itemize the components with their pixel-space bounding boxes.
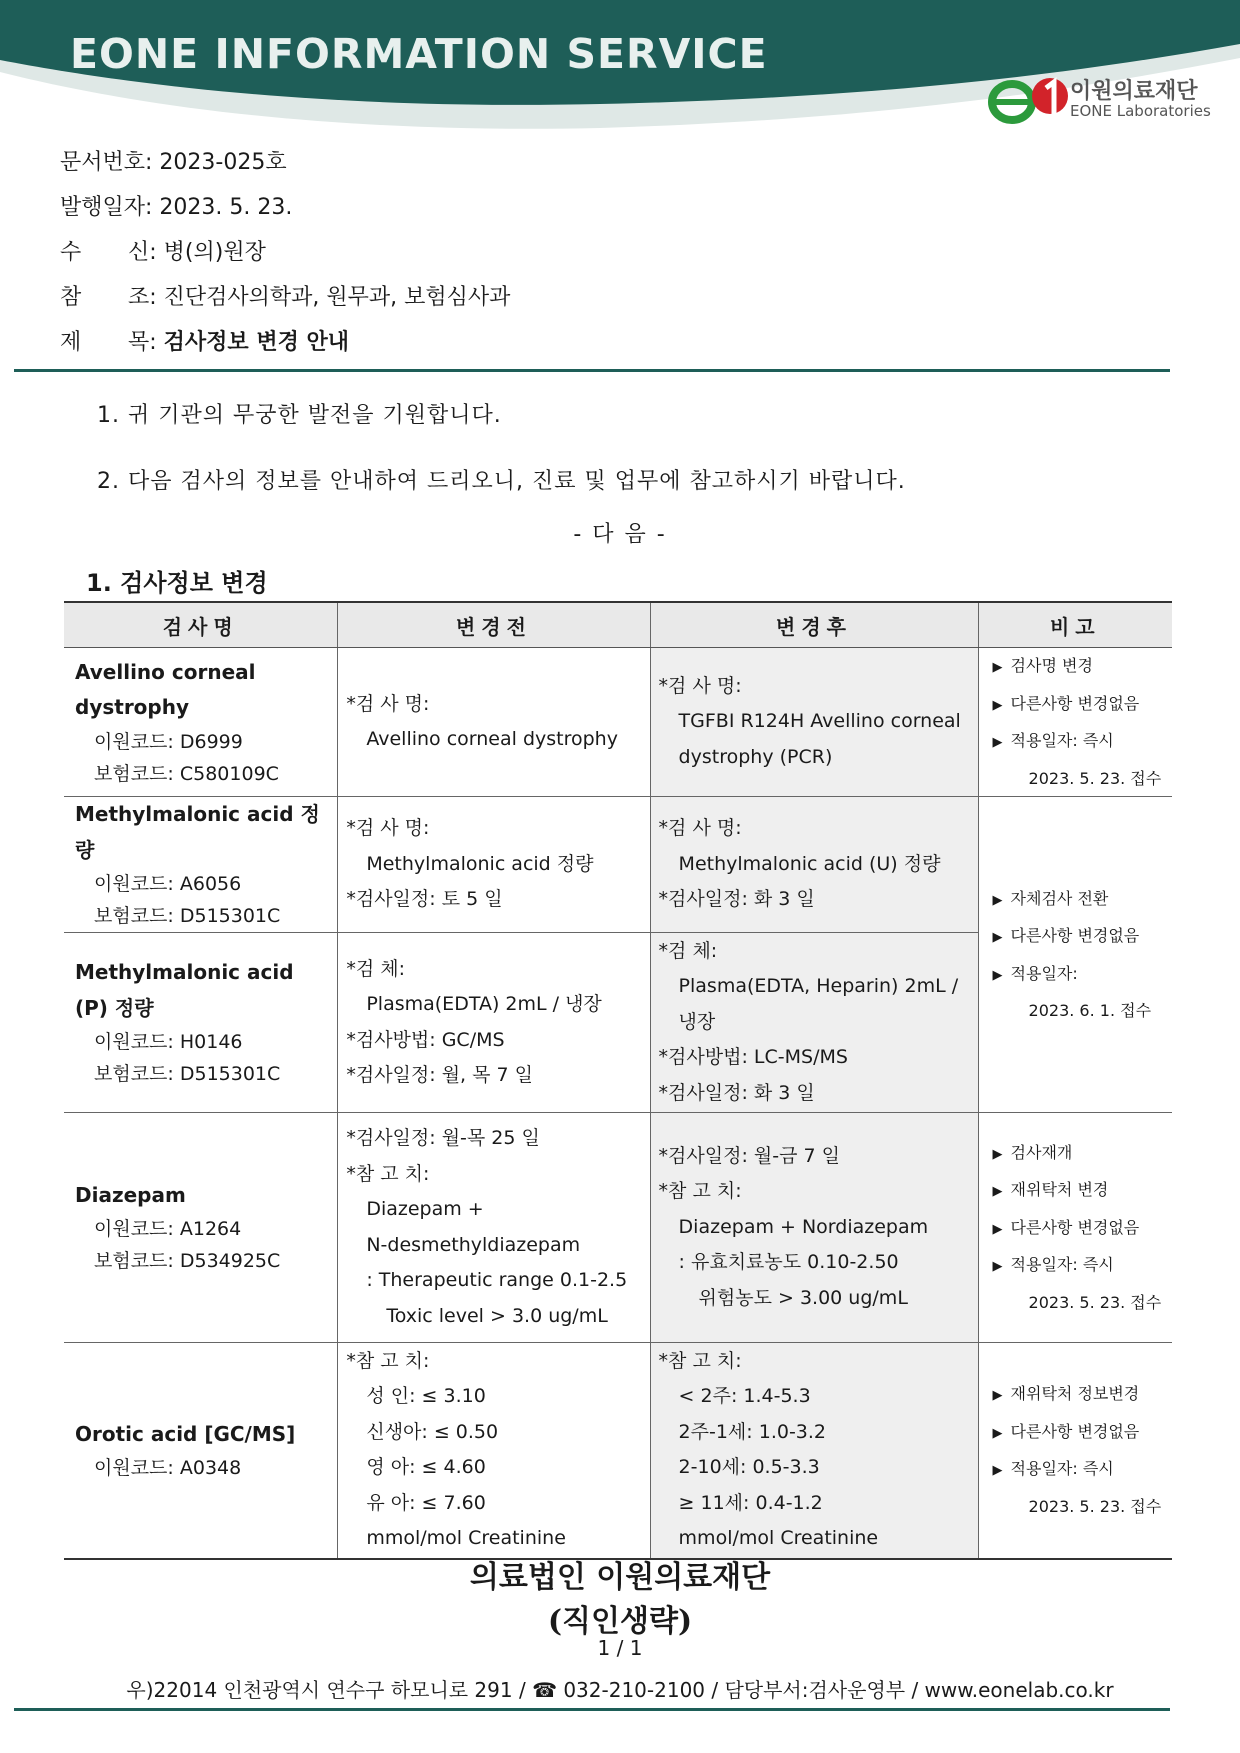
test-cell bbox=[64, 933, 338, 1113]
paragraph-2: 2. 다음 검사의 정보를 안내하여 드리오니, 진료 및 업무에 참고하시기 바랍니다. bbox=[97, 469, 906, 494]
after-line: *검 사 명: bbox=[658, 817, 742, 840]
test-code: 보험코드: D515301C bbox=[94, 1063, 281, 1085]
before-line: N-desmethyldiazepam bbox=[366, 1233, 581, 1256]
table-row bbox=[64, 1343, 1172, 1559]
divider-bottom bbox=[14, 1708, 1170, 1711]
header-before: 변경전 bbox=[338, 602, 650, 648]
note-item: ▶ 다른사항 변경없음 bbox=[987, 918, 1164, 956]
before-line: *검사일정: 토 5 일 bbox=[346, 888, 503, 911]
before-cell bbox=[338, 797, 650, 933]
test-code: 이원코드: H0146 bbox=[94, 1031, 243, 1053]
recipient: 병(의)원장 bbox=[163, 240, 266, 265]
before-line: Toxic level > 3.0 ug/mL bbox=[386, 1304, 608, 1327]
test-code: 이원코드: A6056 bbox=[94, 873, 242, 895]
table-header-row bbox=[64, 602, 1172, 648]
test-name: Avellino corneal dystrophy bbox=[75, 659, 256, 719]
note-item: ▶ 다른사항 변경없음 bbox=[987, 1210, 1164, 1248]
doc-number: 2023-025호 bbox=[159, 150, 287, 175]
issue-date-row: 발행일자: 2023. 5. 23. bbox=[60, 195, 293, 220]
test-code: 보험코드: D515301C bbox=[94, 905, 281, 927]
header-after: 변경후 bbox=[650, 602, 978, 648]
test-name: Methylmalonic acid 정량 bbox=[75, 802, 320, 862]
before-cell bbox=[338, 1343, 650, 1559]
test-cell bbox=[64, 648, 338, 797]
issue-date: 2023. 5. 23. bbox=[159, 195, 293, 220]
before-line: *검 체: bbox=[346, 957, 405, 980]
note-item: ▶ 다른사항 변경없음 bbox=[987, 1414, 1164, 1452]
subject-row: 제 목: 검사정보 변경 안내 bbox=[60, 330, 350, 355]
after-cell bbox=[650, 1113, 978, 1343]
after-line: 2주-1세: 1.0-3.2 bbox=[678, 1420, 827, 1443]
before-cell bbox=[338, 933, 650, 1113]
recipient-row: 수 신: 병(의)원장 bbox=[60, 240, 266, 265]
after-line: Methylmalonic acid (U) 정량 bbox=[678, 852, 941, 875]
after-line: *검 체: bbox=[658, 939, 718, 962]
note-item: ▶ 검사재개 bbox=[987, 1135, 1164, 1173]
note-item: ▶ 재위탁처 변경 bbox=[987, 1172, 1164, 1210]
before-line: : Therapeutic range 0.1-2.5 bbox=[366, 1269, 628, 1291]
test-code: 이원코드: D6999 bbox=[94, 730, 243, 753]
page-number: 1 / 1 bbox=[597, 1636, 643, 1660]
test-name: Orotic acid [GC/MS] bbox=[75, 1421, 296, 1446]
banner-title: EONE INFORMATION SERVICE bbox=[70, 30, 768, 78]
note-item: ▶ 다른사항 변경없음 bbox=[987, 686, 1164, 724]
note-date: 2023. 5. 23. 접수 bbox=[1028, 1292, 1162, 1312]
before-line: 성 인: ≤ 3.10 bbox=[366, 1385, 486, 1408]
seal-omitted-note: (직인생략) bbox=[547, 1604, 693, 1639]
after-cell bbox=[650, 648, 978, 797]
logo-name-ko: 이원의료재단 bbox=[1070, 79, 1198, 104]
after-line: ≥ 11세: 0.4-1.2 bbox=[678, 1491, 823, 1514]
after-cell bbox=[650, 933, 978, 1113]
after-line: *검사일정: 화 3 일 bbox=[658, 888, 815, 911]
table-row bbox=[64, 797, 1172, 933]
after-line: 위험농도 > 3.00 ug/mL bbox=[698, 1286, 908, 1309]
doc-number-row: 문서번호: 2023-025호 bbox=[60, 150, 287, 175]
before-line: *검사일정: 월, 목 7 일 bbox=[346, 1064, 534, 1086]
before-line: 영 아: ≤ 4.60 bbox=[366, 1456, 486, 1479]
test-name: Diazepam bbox=[75, 1182, 186, 1207]
before-line: Avellino corneal dystrophy bbox=[366, 728, 618, 750]
issuer-name: 의료법인 이원의료재단 bbox=[469, 1560, 771, 1595]
before-line: *검 사 명: bbox=[346, 692, 430, 715]
note-item: ▶ 검사명 변경 bbox=[987, 648, 1164, 686]
after-line: : 유효치료농도 0.10-2.50 bbox=[678, 1251, 899, 1274]
test-name: Methylmalonic acid (P) 정량 bbox=[75, 960, 294, 1020]
note-item: ▶ 적용일자: 즉시 bbox=[987, 723, 1164, 761]
header-notes: 비고 bbox=[978, 602, 1172, 648]
test-code: 보험코드: D534925C bbox=[94, 1250, 281, 1273]
note-date: 2023. 5. 23. 접수 bbox=[1028, 1496, 1162, 1516]
before-line: *검사방법: GC/MS bbox=[346, 1028, 505, 1051]
note-date: 2023. 5. 23. 접수 bbox=[1028, 768, 1162, 788]
notes-cell bbox=[978, 648, 1172, 797]
da-eum-heading: - 다 음 - bbox=[573, 522, 667, 547]
logo-name-en: EONE Laboratories bbox=[1070, 102, 1211, 120]
after-line: mmol/mol Creatinine bbox=[678, 1527, 879, 1550]
before-line: *검사일정: 월-목 25 일 bbox=[346, 1127, 540, 1149]
before-cell bbox=[338, 648, 650, 797]
header-test-name: 검사명 bbox=[64, 602, 338, 648]
before-line: Plasma(EDTA) 2mL / 냉장 bbox=[366, 993, 602, 1015]
paragraph-1: 1. 귀 기관의 무궁한 발전을 기원합니다. bbox=[97, 403, 502, 428]
notes-cell bbox=[978, 1113, 1172, 1343]
after-line: *검사일정: 월-금 7 일 bbox=[658, 1144, 840, 1167]
before-line: Methylmalonic acid 정량 bbox=[366, 852, 594, 875]
notes-cell bbox=[978, 797, 1172, 1113]
test-cell bbox=[64, 1113, 338, 1343]
after-cell bbox=[650, 1343, 978, 1559]
after-line: *검사일정: 화 3 일 bbox=[658, 1081, 815, 1104]
after-line: < 2주: 1.4-5.3 bbox=[678, 1385, 811, 1408]
test-cell bbox=[64, 1343, 338, 1559]
reference-row: 참 조: 진단검사의학과, 원무과, 보험심사과 bbox=[60, 285, 511, 310]
after-line: Diazepam + Nordiazepam bbox=[678, 1215, 929, 1238]
test-code: 이원코드: A1264 bbox=[94, 1218, 242, 1241]
after-line: *검사방법: LC-MS/MS bbox=[658, 1046, 848, 1069]
after-line: *검 사 명: bbox=[658, 674, 742, 697]
after-line: *참 고 치: bbox=[658, 1180, 742, 1203]
table-row bbox=[64, 648, 1172, 797]
subject: 검사정보 변경 안내 bbox=[163, 330, 350, 355]
after-line: TGFBI R124H Avellino corneal dystrophy (PCR) bbox=[678, 710, 961, 768]
before-line: *참 고 치: bbox=[346, 1349, 430, 1372]
after-line: *참 고 치: bbox=[658, 1349, 742, 1372]
note-date: 2023. 6. 1. 접수 bbox=[1028, 1001, 1152, 1020]
before-line: *참 고 치: bbox=[346, 1162, 430, 1185]
after-line: Plasma(EDTA, Heparin) 2mL / 냉장 bbox=[678, 975, 959, 1033]
before-line: mmol/mol Creatinine bbox=[366, 1527, 566, 1550]
reference: 진단검사의학과, 원무과, 보험심사과 bbox=[163, 285, 511, 310]
test-cell bbox=[64, 797, 338, 933]
before-line: 유 아: ≤ 7.60 bbox=[366, 1491, 486, 1514]
document-meta bbox=[60, 140, 510, 365]
footer-address: 우)22014 인천광역시 연수구 하모니로 291 / ☎ 032-210-2100 / 담당부서:검사운영부 / www.eonelab.co.kr bbox=[126, 1678, 1114, 1702]
before-cell bbox=[338, 1113, 650, 1343]
note-item: ▶ 자체검사 전환 bbox=[987, 881, 1164, 919]
notes-cell bbox=[978, 1343, 1172, 1559]
after-cell bbox=[650, 797, 978, 933]
after-line: 2-10세: 0.5-3.3 bbox=[678, 1456, 820, 1479]
section-title: 1. 검사정보 변경 bbox=[86, 569, 268, 597]
divider-top bbox=[14, 369, 1170, 372]
before-line: Diazepam + bbox=[366, 1198, 484, 1220]
change-table bbox=[64, 601, 1172, 1560]
note-item: ▶ 재위탁처 정보변경 bbox=[987, 1376, 1164, 1414]
note-item: ▶ 적용일자: 즉시 bbox=[987, 1451, 1164, 1489]
before-line: 신생아: ≤ 0.50 bbox=[366, 1420, 499, 1443]
note-item: ▶ 적용일자: 즉시 bbox=[987, 1247, 1164, 1285]
test-code: 보험코드: C580109C bbox=[94, 762, 279, 785]
before-line: *검 사 명: bbox=[346, 817, 430, 840]
note-item: ▶ 적용일자: bbox=[987, 956, 1164, 994]
test-code: 이원코드: A0348 bbox=[94, 1457, 242, 1479]
table-row bbox=[64, 1113, 1172, 1343]
